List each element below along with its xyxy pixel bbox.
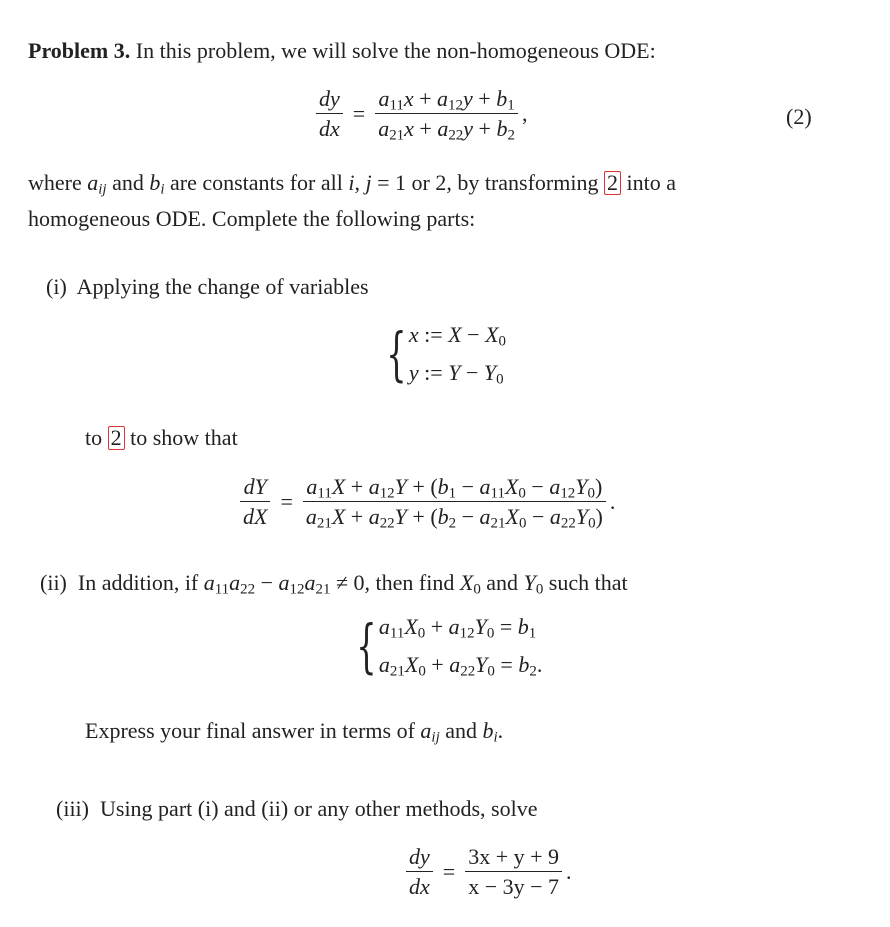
part-iii-numerator: 3x + y + 9 [468,844,560,869]
part-ii-express: Express your final answer in terms of $a_{ij}$ and $b_i$. [85,718,504,746]
equation-number: (2) [786,104,812,129]
part-i-text: (i) Applying the change of variables [46,274,369,299]
part-ii-text: (ii) In addition, if $a_{11}a_{22} - a_{12}a_{21} \ne 0$, then find $X_0$ and $Y_0$ such that [40,570,628,598]
equation-2: $\frac{dy}{dx}$ = $\frac{a_{11}x + a_{12}y + b_1}{a_{21}x + a_{22}y + b_2}$ , [312,86,527,142]
part-i-to-show: to 2 to show that [85,425,238,450]
rhs-fraction: $\frac{a_{11}x + a_{12}y + b_1}{a_{21}x + a_{22}y + b_2}$ [375,86,518,142]
problem-description-line2: homogeneous ODE. Complete the following parts: [28,206,476,231]
part-iii-equation: $\frac{dy}{dx}$ = $\frac{3x + y + 9}{x - 3y - 7}$ . [402,844,572,900]
linear-system: { $a_{11}X_0 + a_{12}Y_0 = b_1$ $a_{21}X_0 + a_{22}Y_0 = b_2$. [356,612,543,680]
problem-intro-text: In this problem, we will solve the non-homogeneous ODE: [135,38,656,63]
transformed-equation: $\frac{dY}{dX}$ = $\frac{a_{11}X + a_{12}Y + (b_1 - a_{11}X_0 - a_{12}Y_0)}{a_{21}X + a_{22}Y + (b_2 - a_{21}X_0 - a_{22}Y_0)}$ . [236,474,615,530]
problem-intro [28,38,656,64]
equation-ref[interactable]: 2 [108,426,125,450]
dy-dx: $\frac{dy}{dx}$ [316,86,343,142]
change-of-variables: { x := $X - X_0$ y := $Y - Y_0$ [386,320,507,388]
part-i-label: (i) [46,274,67,299]
problem-label: Problem 3. [28,38,131,63]
part-iii-denominator: x − 3y − 7 [465,871,562,899]
problem-description-line1: where $a_{ij}$ and $b_i$ are constants for all i, j = 1 or 2, by transforming 2 into a [28,170,676,198]
part-ii-label: (ii) [40,570,67,595]
equation-ref[interactable]: 2 [604,171,621,195]
part-iii-text: (iii) Using part (i) and (ii) or any other methods, solve [56,796,538,821]
part-iii-label: (iii) [56,796,89,821]
